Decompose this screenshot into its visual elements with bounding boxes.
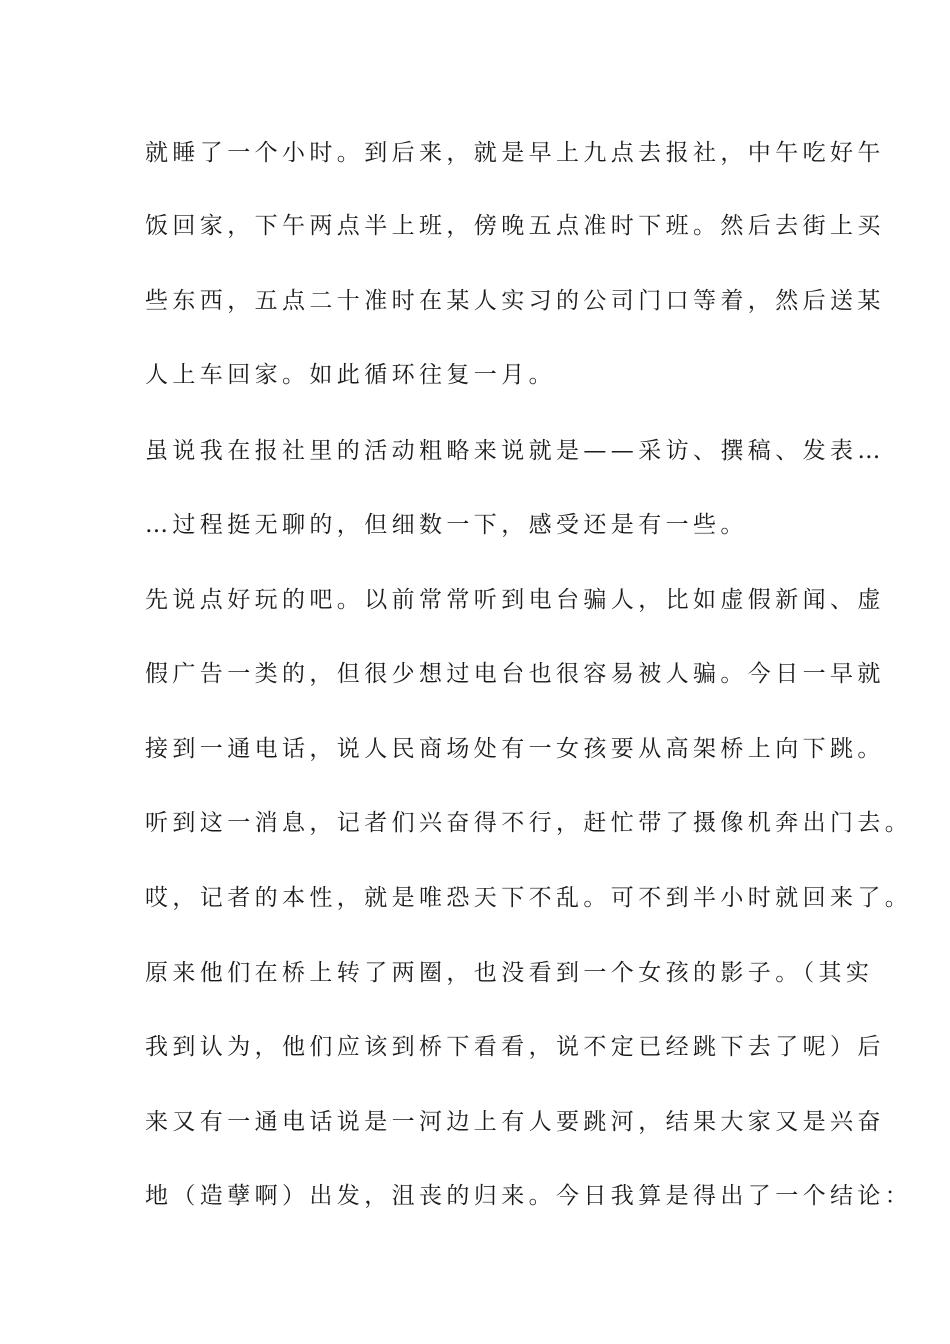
text-line: 人上车回家。如此循环往复一月。 bbox=[145, 362, 556, 388]
text-line: 些东西，五点二十准时在某人实习的公司门口等着，然后送某 bbox=[145, 288, 885, 314]
text-line: 先说点好玩的吧。以前常常听到电台骗人，比如虚假新闻、虚 bbox=[145, 587, 885, 613]
text-line: 我到认为，他们应该到桥下看看，说不定已经跳下去了呢）后 bbox=[145, 1034, 885, 1060]
text-line: 哎，记者的本性，就是唯恐天下不乱。可不到半小时就回来了。 bbox=[145, 885, 913, 911]
text-line: 假广告一类的，但很少想过电台也很容易被人骗。今日一早就 bbox=[145, 661, 885, 687]
text-line: 虽说我在报社里的活动粗略来说就是——采访、撰稿、发表… bbox=[145, 438, 885, 464]
text-line: 接到一通电话，说人民商场处有一女孩要从高架桥上向下跳。 bbox=[145, 736, 885, 762]
text-line: 饭回家，下午两点半上班，傍晚五点准时下班。然后去街上买 bbox=[145, 213, 885, 239]
text-line: …过程挺无聊的，但细数一下，感受还是有一些。 bbox=[145, 512, 748, 538]
text-line: 来又有一通电话说是一河边上有人要跳河，结果大家又是兴奋 bbox=[145, 1109, 885, 1135]
text-line: 地（造孽啊）出发，沮丧的归来。今日我算是得出了一个结论： bbox=[145, 1183, 913, 1209]
text-line: 就睡了一个小时。到后来，就是早上九点去报社，中午吃好午 bbox=[145, 140, 885, 166]
text-line: 听到这一消息，记者们兴奋得不行，赶忙带了摄像机奔出门去。 bbox=[145, 810, 913, 836]
text-line: 原来他们在桥上转了两圈，也没看到一个女孩的影子。（其实 bbox=[145, 960, 874, 986]
